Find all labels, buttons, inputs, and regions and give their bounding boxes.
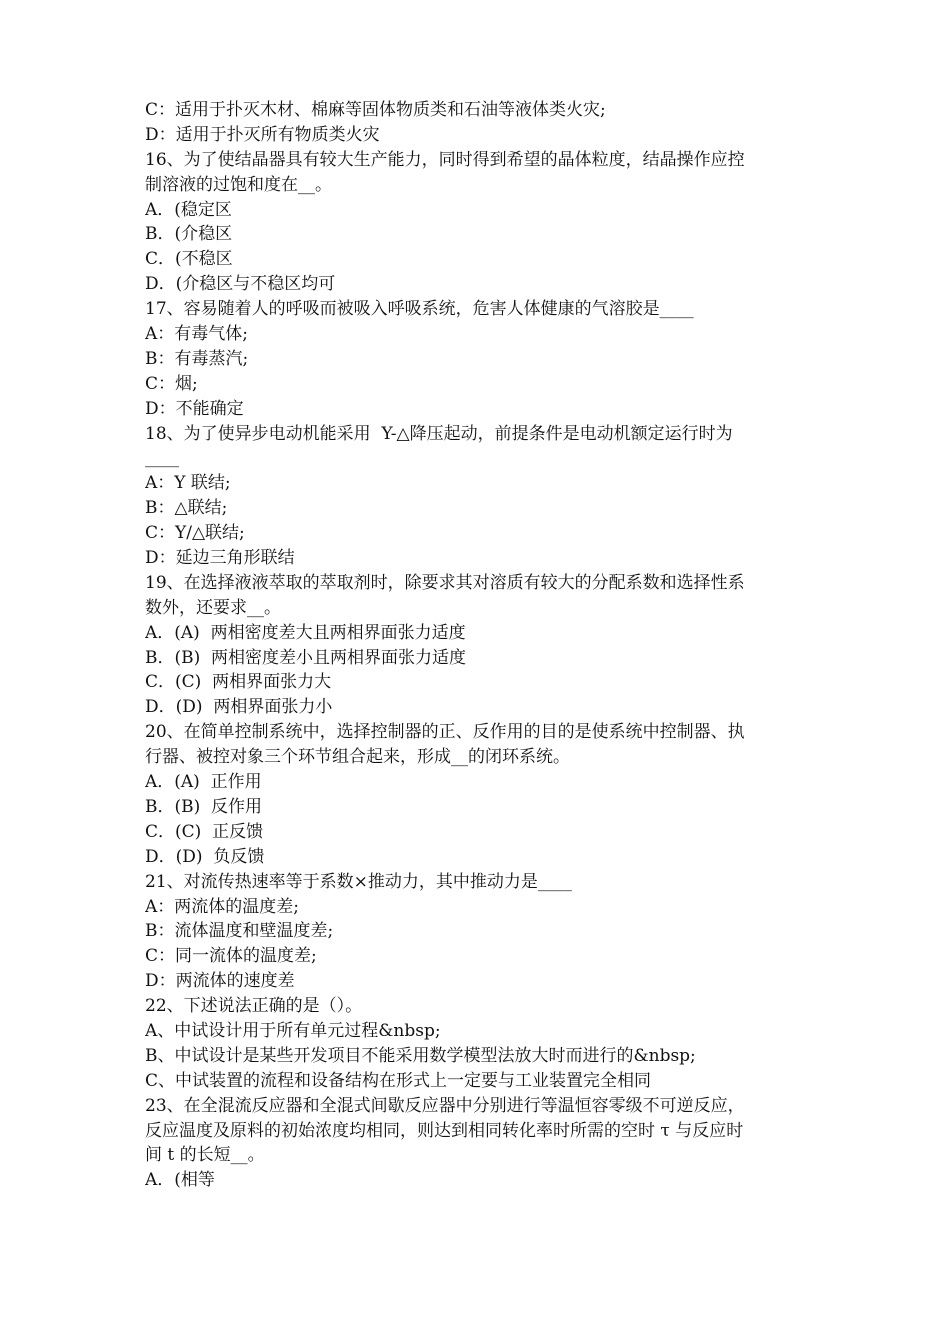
option-line: D．(D) 负反馈 (145, 846, 265, 867)
document-body (145, 98, 825, 1193)
option-line: B：有毒蒸汽; (145, 348, 249, 369)
option-line: D：不能确定 (145, 398, 244, 419)
option-line: B．(B) 反作用 (145, 796, 263, 817)
text-line: 制溶液的过饱和度在__。 (145, 174, 332, 195)
option-line: B．(B) 两相密度差小且两相界面张力适度 (145, 647, 467, 668)
option-line: D．(介稳区与不稳区均可 (145, 274, 336, 295)
option-line: C．(不稳区 (145, 249, 233, 270)
option-line: C、中试装置的流程和设备结构在形式上一定要与工业装置完全相同 (145, 1070, 652, 1091)
option-line: C．(C) 两相界面张力大 (145, 672, 332, 693)
question-23: 23、在全混流反应器和全混式间歇反应器中分别进行等温恒容零级不可逆反应， (145, 1095, 745, 1116)
question-18: 18、为了使异步电动机能采用 Y-△降压起动，前提条件是电动机额定运行时为 (145, 423, 733, 444)
option-line: A、中试设计用于所有单元过程&nbsp; (145, 1020, 441, 1041)
option-line: A．(稳定区 (145, 199, 232, 220)
option-line: A．(A) 正作用 (145, 772, 262, 793)
option-line: A：Y 联结; (145, 473, 231, 494)
question-20: 20、在简单控制系统中，选择控制器的正、反作用的目的是使系统中控制器、执 (145, 722, 745, 743)
question-17: 17、容易随着人的呼吸而被吸入呼吸系统，危害人体健康的气溶胶是____ (145, 299, 694, 320)
text-line: C：适用于扑灭木材、棉麻等固体物质类和石油等液体类火灾; (145, 100, 606, 120)
question-19: 19、在选择液液萃取的萃取剂时，除要求其对溶质有较大的分配系数和选择性系 (145, 572, 745, 593)
question-16: 16、为了使结晶器具有较大生产能力，同时得到希望的晶体粒度，结晶操作应控 (145, 149, 745, 170)
option-line: A．(A) 两相密度差大且两相界面张力适度 (145, 622, 466, 643)
option-line: A：有毒气体; (145, 324, 249, 345)
option-line: C：Y/△联结; (145, 523, 245, 544)
option-line: B．(介稳区 (145, 224, 233, 245)
text-line: 间 t 的长短__。 (145, 1145, 265, 1166)
text-line: D：适用于扑灭所有物质类火灾 (145, 124, 380, 145)
option-line: B：△联结; (145, 498, 228, 519)
option-line: A：两流体的温度差; (145, 896, 300, 917)
text-line: 反应温度及原料的初始浓度均相同，则达到相同转化率时所需的空时 τ 与反应时 (145, 1120, 744, 1141)
question-21: 21、对流传热速率等于系数×推动力，其中推动力是____ (145, 871, 572, 892)
text-line: ____ (145, 448, 179, 469)
option-line: C：烟; (145, 373, 198, 394)
option-line: D：两流体的速度差 (145, 971, 295, 992)
option-line: C：同一流体的温度差; (145, 946, 317, 967)
option-line: D．(D) 两相界面张力小 (145, 697, 333, 718)
option-line: C．(C) 正反馈 (145, 821, 264, 842)
option-line: D：延边三角形联结 (145, 548, 295, 569)
question-22: 22、下述说法正确的是（）。 (145, 996, 363, 1017)
option-line: A．(相等 (145, 1170, 215, 1191)
option-line: B、中试设计是某些开发项目不能采用数学模型法放大时而进行的&nbsp; (145, 1045, 696, 1066)
text-line: 行器、被控对象三个环节组合起来，形成__的闭环系统。 (145, 747, 570, 768)
text-line: 数外，还要求__。 (145, 597, 281, 618)
option-line: B：流体温度和壁温度差; (145, 921, 334, 942)
